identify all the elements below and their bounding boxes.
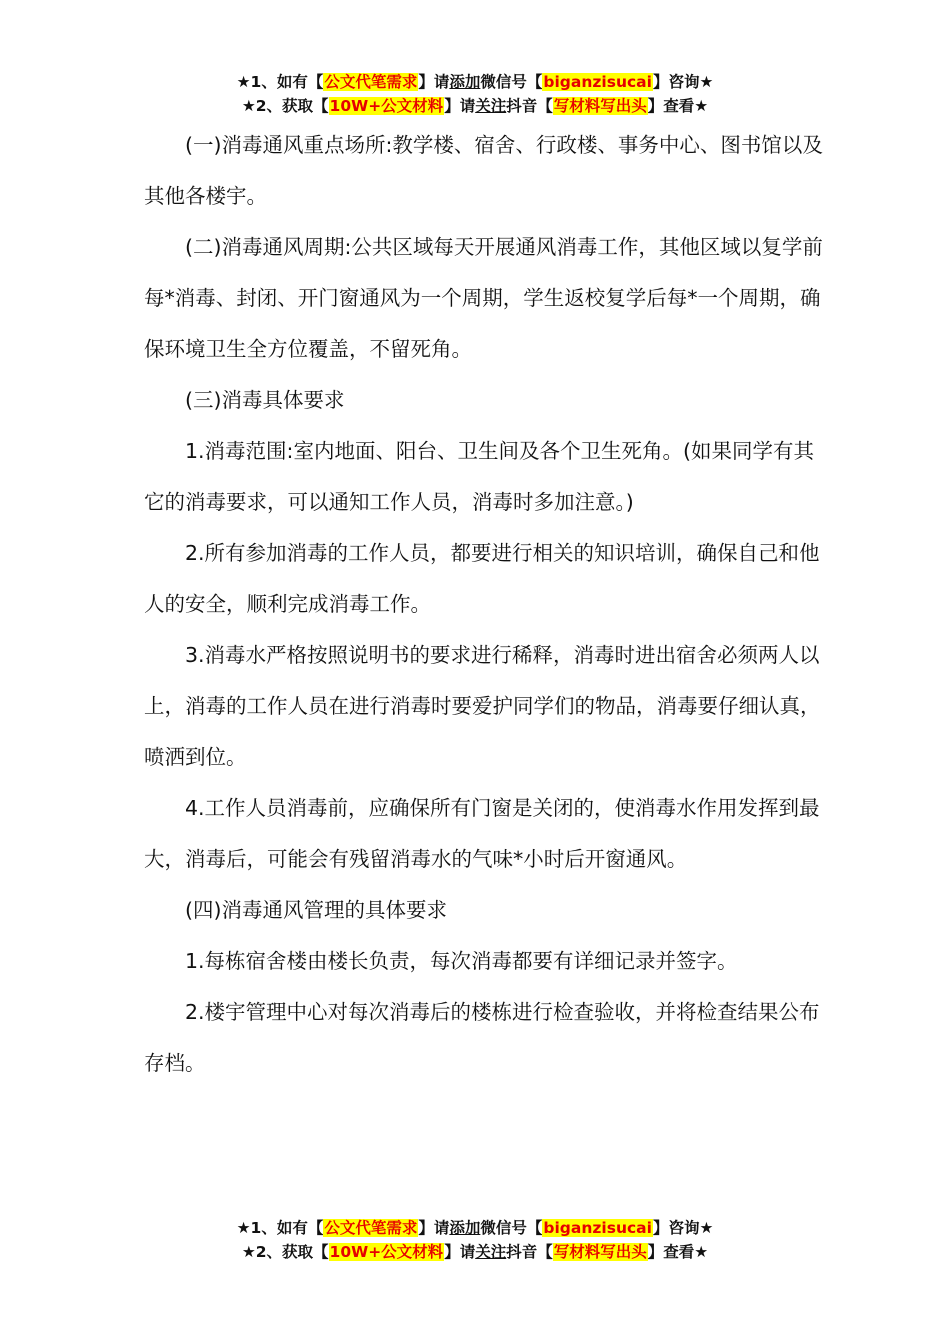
underlined-add: 添加 [449, 1219, 481, 1237]
highlight-wechat-id: biganzisucai [543, 1219, 652, 1237]
paragraph-item-1: 1.消毒范围:室内地面、阳台、卫生间及各个卫生死角。(如果同学有其它的消毒要求，可以通知工作人员，消毒时多加注意。) [144, 439, 814, 514]
underlined-follow: 关注 [475, 1243, 507, 1261]
footer-banner-line-2 [0, 1240, 950, 1264]
banner-text: 】咨询★ [652, 73, 714, 91]
banner-text: 微信号【 [480, 73, 543, 91]
banner-text: ★1、如有【 [236, 73, 324, 91]
footer-banner [0, 1216, 950, 1264]
footer-banner-line-1 [0, 1216, 950, 1240]
highlight-service: 公文代笔需求 [324, 73, 418, 91]
paragraph-item-2: 2.所有参加消毒的工作人员，都要进行相关的知识培训，确保自己和他人的安全，顺利完成消毒工作。 [144, 541, 820, 616]
highlight-material: 10W+公文材料 [329, 97, 444, 115]
paragraph-mgmt-item-2: 2.楼宇管理中心对每次消毒后的楼栋进行检查验收，并将检查结果公布存档。 [144, 1000, 820, 1075]
banner-text: 抖音【 [506, 97, 553, 115]
highlight-douyin-account: 写材料写出头 [553, 97, 647, 115]
highlight-material: 10W+公文材料 [329, 1243, 444, 1261]
paragraph-mgmt-item-1: 1.每栋宿舍楼由楼长负责，每次消毒都要有详细记录并签字。 [185, 949, 738, 973]
banner-text: 】请 [444, 1243, 476, 1261]
paragraph-section-1: (一)消毒通风重点场所:教学楼、宿舍、行政楼、事务中心、图书馆以及其他各楼宇。 [144, 133, 823, 208]
banner-text: ★2、获取【 [241, 1243, 329, 1261]
paragraph-section-3-heading: (三)消毒具体要求 [185, 388, 345, 412]
paragraph-section-4-heading: (四)消毒通风管理的具体要求 [185, 898, 447, 922]
banner-text: 】请 [418, 1219, 450, 1237]
underlined-add: 添加 [449, 73, 481, 91]
document-body [144, 120, 834, 1089]
banner-text: 】咨询★ [652, 1219, 714, 1237]
banner-text: 】请 [444, 97, 476, 115]
paragraph-section-2: (二)消毒通风周期:公共区域每天开展通风消毒工作，其他区域以复学前每*消毒、封闭、开门窗通风为一个周期，学生返校复学后每*一个周期，确保环境卫生全方位覆盖，不留死角。 [144, 235, 823, 361]
banner-text: 】请 [418, 73, 450, 91]
highlight-wechat-id: biganzisucai [543, 73, 652, 91]
highlight-douyin-account: 写材料写出头 [553, 1243, 647, 1261]
header-banner-line-2 [0, 94, 950, 118]
header-banner [0, 70, 950, 118]
underlined-follow: 关注 [475, 97, 507, 115]
banner-text: ★2、获取【 [241, 97, 329, 115]
banner-text: 微信号【 [480, 1219, 543, 1237]
header-banner-line-1 [0, 70, 950, 94]
paragraph-item-4: 4.工作人员消毒前，应确保所有门窗是关闭的，使消毒水作用发挥到最大，消毒后，可能会有残留消毒水的气味*小时后开窗通风。 [144, 796, 820, 871]
banner-text: 】查看★ [647, 1243, 709, 1261]
banner-text: 】查看★ [647, 97, 709, 115]
highlight-service: 公文代笔需求 [324, 1219, 418, 1237]
banner-text: 抖音【 [506, 1243, 553, 1261]
banner-text: ★1、如有【 [236, 1219, 324, 1237]
paragraph-item-3: 3.消毒水严格按照说明书的要求进行稀释，消毒时进出宿舍必须两人以上，消毒的工作人员在进行消毒时要爱护同学们的物品，消毒要仔细认真，喷洒到位。 [144, 643, 821, 769]
